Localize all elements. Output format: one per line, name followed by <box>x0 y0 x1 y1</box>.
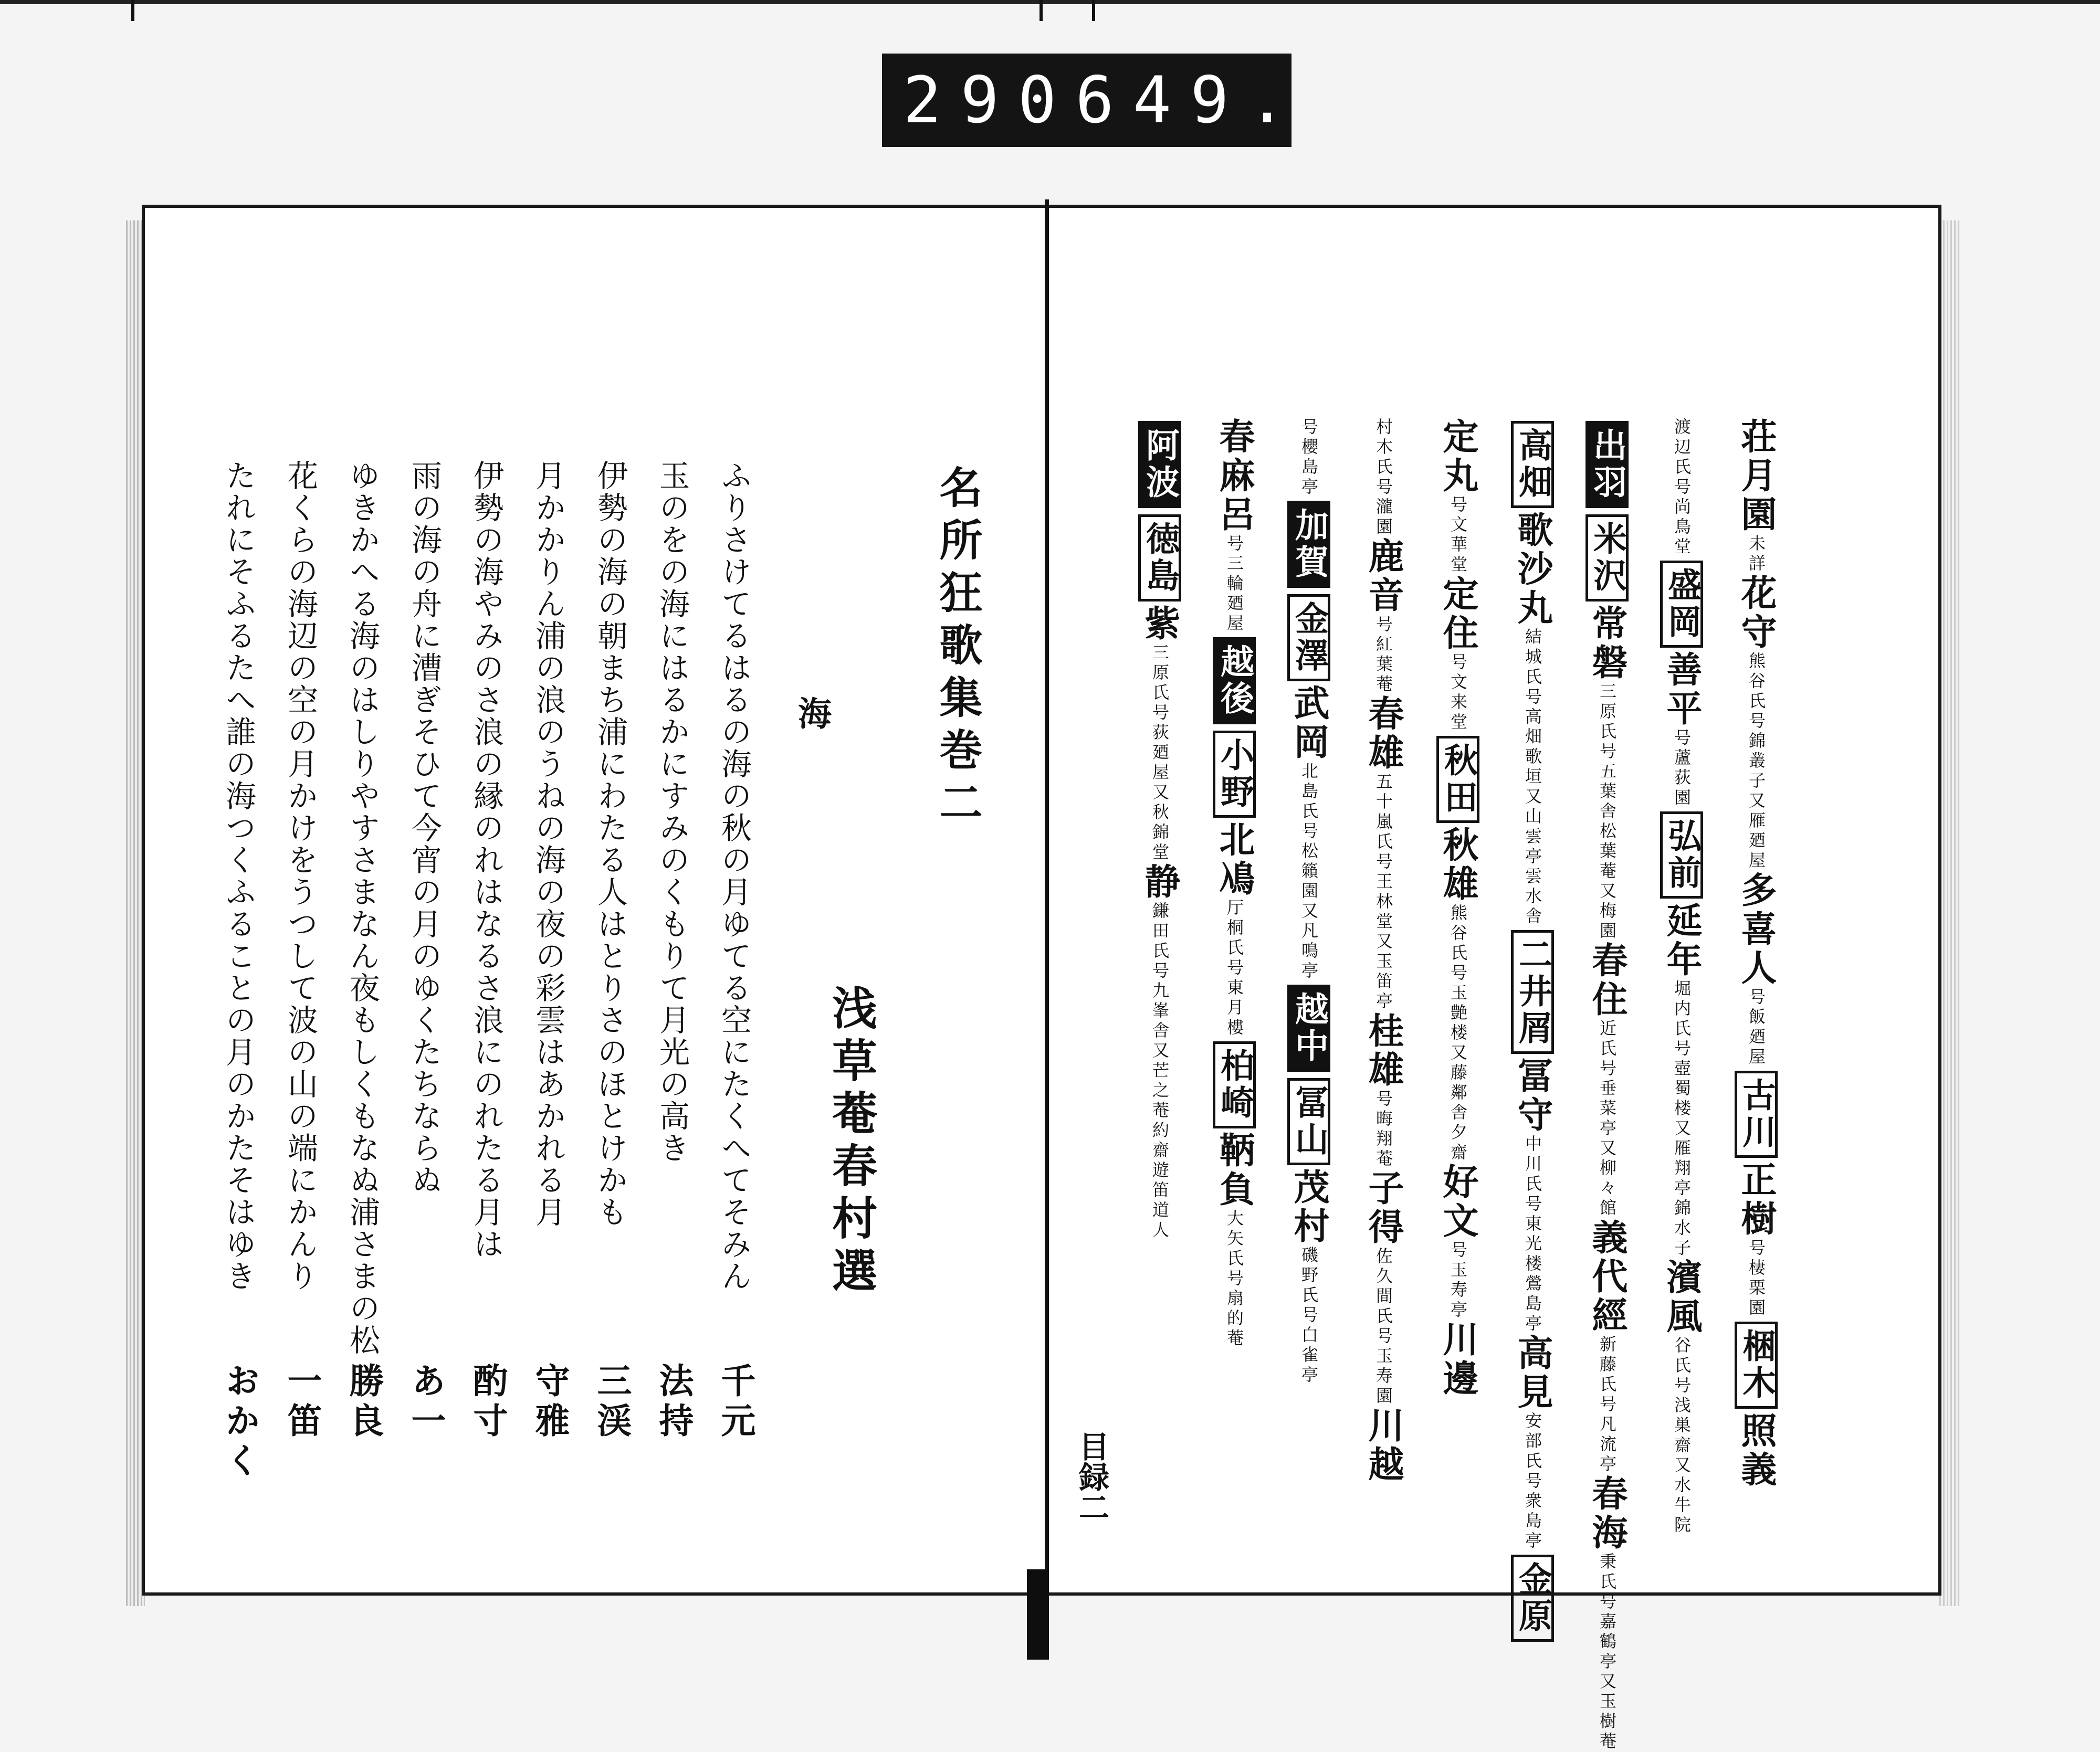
contributor-column <box>1135 418 1185 1241</box>
contributor-note: 熊谷氏号玉艶楼又藤鄰舎夕齋 <box>1448 904 1468 1163</box>
contributor-name: 照義 <box>1735 1412 1777 1490</box>
contributor-name: 歌沙丸 <box>1511 511 1553 628</box>
contributor-note: 新藤氏号凡流亭 <box>1597 1335 1617 1475</box>
contributor-name: 秋雄 <box>1437 826 1479 904</box>
place-label: 秋田 <box>1436 736 1479 823</box>
poem-author: 法持 <box>653 1363 694 1442</box>
contributor-note: 号文華堂 <box>1448 495 1468 575</box>
book-spine <box>1045 199 1049 1660</box>
contributor-note: 磯野氏号白雀亭 <box>1299 1246 1319 1386</box>
contributor-name: 義代經 <box>1586 1219 1628 1335</box>
contributor-name: 春海 <box>1586 1475 1628 1553</box>
contributor-note: 号棲栗園 <box>1746 1239 1766 1318</box>
contributor-note: 未詳 <box>1746 534 1766 574</box>
contributor-note: 鎌田氏号九峯舎又芒之菴約齋遊笛道人 <box>1150 902 1170 1241</box>
contributor-note: 号三輪廼屋 <box>1224 534 1244 634</box>
contributor-note: 号玉寿亭 <box>1448 1241 1468 1321</box>
contributor-name: 武岡 <box>1288 684 1330 762</box>
contributor-name: 子得 <box>1362 1169 1404 1247</box>
place-label: 米沢 <box>1586 514 1629 601</box>
place-label: 冨山 <box>1287 1078 1330 1165</box>
scan-tick <box>131 0 134 21</box>
place-label: 柏崎 <box>1213 1041 1256 1128</box>
contributor-name: 茂村 <box>1288 1168 1330 1246</box>
contributor-name: 荘月園 <box>1735 418 1777 534</box>
contributor-name: 川越 <box>1362 1407 1404 1484</box>
province-label: 越後 <box>1213 637 1256 724</box>
contributor-name: 好文 <box>1437 1163 1479 1241</box>
collection-title: 名所狂歌集巻二 <box>932 465 983 832</box>
province-label: 出羽 <box>1586 421 1629 508</box>
contributor-name: 常磐 <box>1586 605 1628 682</box>
contributor-note: 安部氏号衆島亭 <box>1522 1412 1542 1552</box>
contributor-name: 春雄 <box>1362 695 1404 773</box>
scan-tick <box>1040 0 1043 21</box>
contributor-note: 村木氏号瀧園 <box>1373 418 1393 537</box>
contributor-note: 堀内氏号壺蜀楼又雁翔亭錦水子 <box>1672 979 1692 1259</box>
poem-author: 酌寸 <box>467 1363 508 1442</box>
contributor-name: 静 <box>1139 863 1181 902</box>
section-heading: 海 <box>792 696 832 730</box>
contributor-name: 延年 <box>1661 902 1703 979</box>
contributor-note: 五十嵐氏号王林堂又玉笛亭 <box>1373 773 1393 1012</box>
poem-author: 守雅 <box>529 1363 570 1442</box>
contributor-note: 近氏号垂菜亭又柳々館 <box>1597 1019 1617 1219</box>
contributor-note: 三原氏号荻廼屋又秋錦堂 <box>1150 643 1170 863</box>
poem-text: 花くらの海辺の空の月かけをうつして波の山の端にかんり <box>282 460 318 1292</box>
contributor-name: 多喜人 <box>1735 871 1777 988</box>
place-label: 高畑 <box>1511 421 1554 508</box>
right-page <box>1047 205 1941 1752</box>
contributor-note: 結城氏号高畑歌垣又山雲亭雲水舎 <box>1522 628 1542 927</box>
contributor-name: 定丸 <box>1437 418 1479 495</box>
page-footer: 目録二 <box>1074 1431 1109 1522</box>
contributor-column <box>1731 418 1782 1490</box>
contributor-name: 濱風 <box>1661 1259 1703 1336</box>
place-label: 徳島 <box>1138 514 1181 601</box>
province-label: 越中 <box>1287 985 1330 1072</box>
place-label: 梱木 <box>1735 1322 1778 1409</box>
place-label: 盛岡 <box>1660 561 1703 648</box>
contributor-note: 号櫻島亭 <box>1299 418 1319 498</box>
contributor-column <box>1582 418 1633 1752</box>
contributor-column <box>1358 418 1409 1484</box>
contributor-note: 号文来堂 <box>1448 653 1468 733</box>
contributor-name: 花守 <box>1735 574 1777 652</box>
contributor-note: 厅桐氏号東月樓 <box>1224 899 1244 1038</box>
place-label: 金原 <box>1511 1555 1554 1642</box>
contributor-name: 冨守 <box>1511 1057 1553 1135</box>
contributor-name: 鞆負 <box>1213 1132 1255 1209</box>
contributor-name: 桂雄 <box>1362 1012 1404 1090</box>
plate-right-number: 649. <box>1075 63 1306 138</box>
contributor-name: 高見 <box>1511 1334 1553 1412</box>
contributor-name: 春住 <box>1586 942 1628 1019</box>
place-label: 弘前 <box>1660 811 1703 899</box>
poem-author: 千元 <box>715 1363 756 1442</box>
poem-text: ふりさけてるはるの海の秋の月ゆてる空にたくへてそみん <box>716 460 752 1292</box>
scan-tick <box>1092 0 1095 21</box>
contributor-note: 大矢氏号扇的菴 <box>1224 1209 1244 1349</box>
province-label: 阿波 <box>1138 421 1181 508</box>
place-label: 小野 <box>1213 731 1256 818</box>
plate-left-number: 290 <box>903 63 1076 138</box>
poem-text: 伊勢の海やみのさ浪の縁のれはなるさ浪にのれたる月は <box>468 460 504 1260</box>
contributor-note: 中川氏号東光楼鶯島亭 <box>1522 1135 1542 1334</box>
contributor-name: 春麻呂 <box>1213 418 1255 534</box>
contributor-name: 善平 <box>1661 651 1703 729</box>
contributor-note: 号蘆荻園 <box>1672 729 1692 808</box>
contributor-name: 鹿音 <box>1362 537 1404 615</box>
top-edge <box>0 0 2100 4</box>
poem-text: 伊勢の海の朝まち浦にわたる人はとりさのほとけかも <box>592 460 628 1228</box>
poem-author: おかく <box>219 1363 260 1482</box>
contributor-column <box>1656 418 1707 1536</box>
contributor-note: 号飯廼屋 <box>1746 988 1766 1068</box>
contributor-name: 川邊 <box>1437 1321 1479 1398</box>
place-label: 古川 <box>1735 1071 1778 1158</box>
poem-text: たれにそふるたへ誰の海つくふることの月のかたそはゆき <box>220 460 256 1292</box>
page-edge-right <box>1939 220 1960 1606</box>
spine-cap <box>1027 1569 1048 1660</box>
contributor-column <box>1433 418 1484 1398</box>
poem-text: 玉のをの海にはるかにすみのくもりて月光の高き <box>654 460 690 1164</box>
contributor-name: 北鳰 <box>1213 821 1255 899</box>
contributor-note: 熊谷氏号錦叢子又雁廼屋 <box>1746 652 1766 871</box>
contributor-note: 三原氏号五葉舎松葉菴又梅園 <box>1597 682 1617 942</box>
archive-number-plate <box>882 54 1306 147</box>
poem-author: 一笛 <box>281 1363 322 1442</box>
contributor-name: 紫 <box>1139 605 1181 643</box>
contributor-column <box>1507 418 1558 1645</box>
contributor-note: 秉氏号嘉鶴亭又玉樹菴 <box>1597 1553 1617 1752</box>
contributor-note: 号紅葉菴 <box>1373 615 1393 695</box>
left-page <box>142 205 1047 1596</box>
poem-text: ゆきかへる海のはしりやすさまなん夜もしくもなぬ浦さまの松 <box>344 460 380 1356</box>
poem-author: あ一 <box>405 1363 446 1442</box>
poem-text: 雨の海の舟に漕ぎそひて今宵の月のゆくたちならぬ <box>406 460 442 1196</box>
contributor-note: 渡辺氏号尚鳥堂 <box>1672 418 1692 557</box>
poem-text: 月かかりん浦の浪のうねの海の夜の彩雲はあかれる月 <box>530 460 566 1228</box>
place-label: 金澤 <box>1287 594 1330 681</box>
poem-author: 勝良 <box>343 1363 384 1442</box>
contributor-note: 谷氏号浅巣齋又水牛院 <box>1672 1336 1692 1536</box>
place-label: 二井屑 <box>1511 930 1554 1054</box>
contributor-column <box>1284 418 1335 1386</box>
contributor-column <box>1209 418 1260 1349</box>
contributor-note: 号晦翔菴 <box>1373 1090 1393 1169</box>
editor-credit: 浅草菴春村選 <box>824 985 877 1300</box>
province-label: 加賀 <box>1287 501 1330 588</box>
contributor-name: 定住 <box>1437 575 1479 653</box>
contributor-name: 正樹 <box>1735 1161 1777 1239</box>
contributor-note: 佐久間氏号玉寿園 <box>1373 1247 1393 1407</box>
poem-author: 三渓 <box>591 1363 632 1442</box>
contributor-note: 北島氏号松籟園又凡鳴亭 <box>1299 762 1319 981</box>
